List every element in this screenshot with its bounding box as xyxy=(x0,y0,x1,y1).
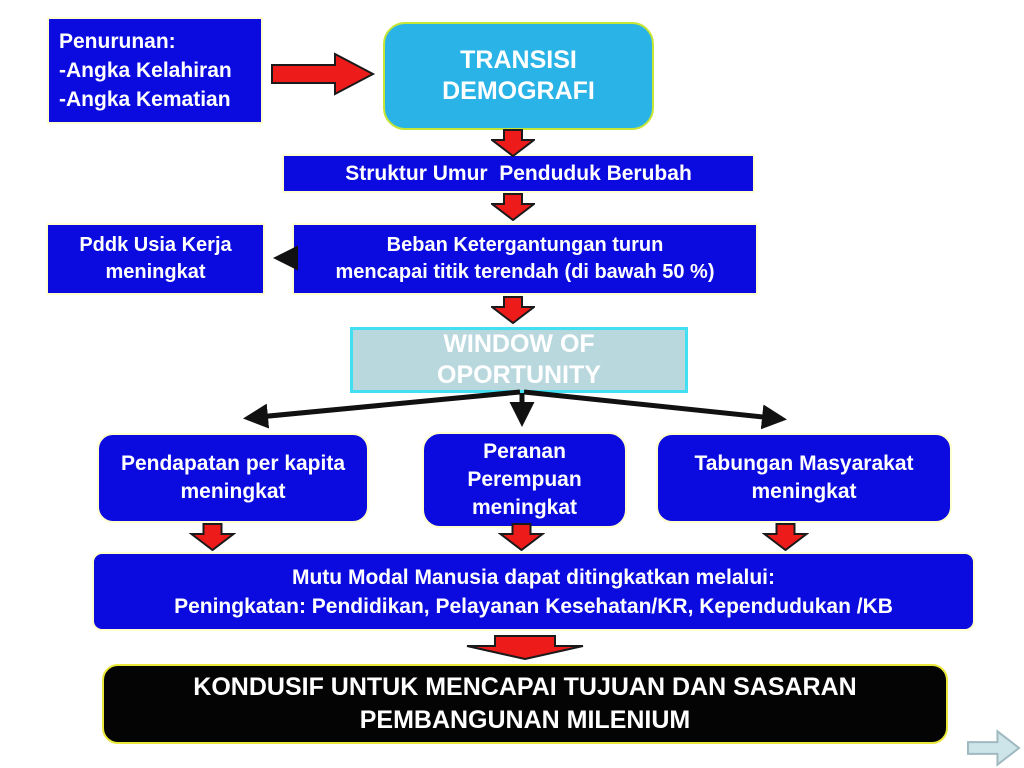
branch-right-arrow-icon xyxy=(524,392,782,419)
struktur-line-1: Struktur Umur Penduduk Berubah xyxy=(345,161,692,185)
box-kondusif-kesimpulan xyxy=(102,664,948,744)
transisi-line-2: DEMOGRAFI xyxy=(442,77,595,105)
kondusif-line-1: KONDUSIF UNTUK MENCAPAI TUJUAN DAN SASARAN xyxy=(193,673,857,701)
box-tabungan-masyarakat xyxy=(656,433,952,523)
pendapatan-line-1: Pendapatan per kapita xyxy=(120,452,346,475)
penurunan-line-1: Penurunan: xyxy=(59,30,176,53)
tabungan-line-1: Tabungan Masyarakat xyxy=(694,452,914,475)
box-penurunan xyxy=(47,17,263,124)
red-down-arrow-icon xyxy=(762,523,809,551)
beban-line-1: Beban Ketergantungan turun xyxy=(386,234,664,256)
pddk-line-1: Pddk Usia Kerja xyxy=(79,234,232,256)
red-down-arrow-icon xyxy=(189,523,236,551)
pendapatan-line-2: meningkat xyxy=(180,480,286,503)
peranan-line-2: Perempuan xyxy=(467,468,582,491)
next-slide-arrow-icon[interactable] xyxy=(966,729,1021,767)
transisi-line-1: TRANSISI xyxy=(460,46,577,74)
penurunan-line-3: -Angka Kematian xyxy=(59,88,231,111)
beban-line-2: mencapai titik terendah (di bawah 50 %) xyxy=(335,261,715,283)
box-pddk-usia-kerja xyxy=(46,223,265,295)
branch-left-arrow-icon xyxy=(248,392,520,418)
box-struktur-umur xyxy=(282,154,755,193)
red-down-arrow-icon xyxy=(491,296,535,324)
red-right-arrow-icon xyxy=(270,52,376,96)
box-pendapatan-per-kapita xyxy=(97,433,369,523)
red-down-arrow-icon xyxy=(491,193,535,221)
kondusif-line-2: PEMBANGUNAN MILENIUM xyxy=(359,706,691,734)
window-line-2: OPORTUNITY xyxy=(437,361,601,389)
penurunan-line-2: -Angka Kelahiran xyxy=(59,59,232,82)
pddk-line-2: meningkat xyxy=(105,261,206,283)
mutu-line-2: Peningkatan: Pendidikan, Pelayanan Kesehatan/KR, Kependudukan /KB xyxy=(174,594,893,618)
red-down-arrow-icon xyxy=(491,129,535,157)
window-line-1: WINDOW OF xyxy=(443,330,595,358)
red-wide-down-arrow-icon xyxy=(465,635,585,660)
box-beban-ketergantungan xyxy=(292,223,758,295)
peranan-line-1: Peranan xyxy=(483,440,566,463)
mutu-line-1: Mutu Modal Manusia dapat ditingkatkan melalui: xyxy=(291,565,776,589)
box-peranan-perempuan xyxy=(422,432,627,528)
box-window-of-oportunity xyxy=(350,327,688,393)
red-down-arrow-icon xyxy=(498,523,545,551)
peranan-line-3: meningkat xyxy=(471,496,578,519)
tabungan-line-2: meningkat xyxy=(751,480,857,503)
box-mutu-modal-manusia xyxy=(92,552,975,631)
box-transisi-demografi xyxy=(383,22,654,130)
